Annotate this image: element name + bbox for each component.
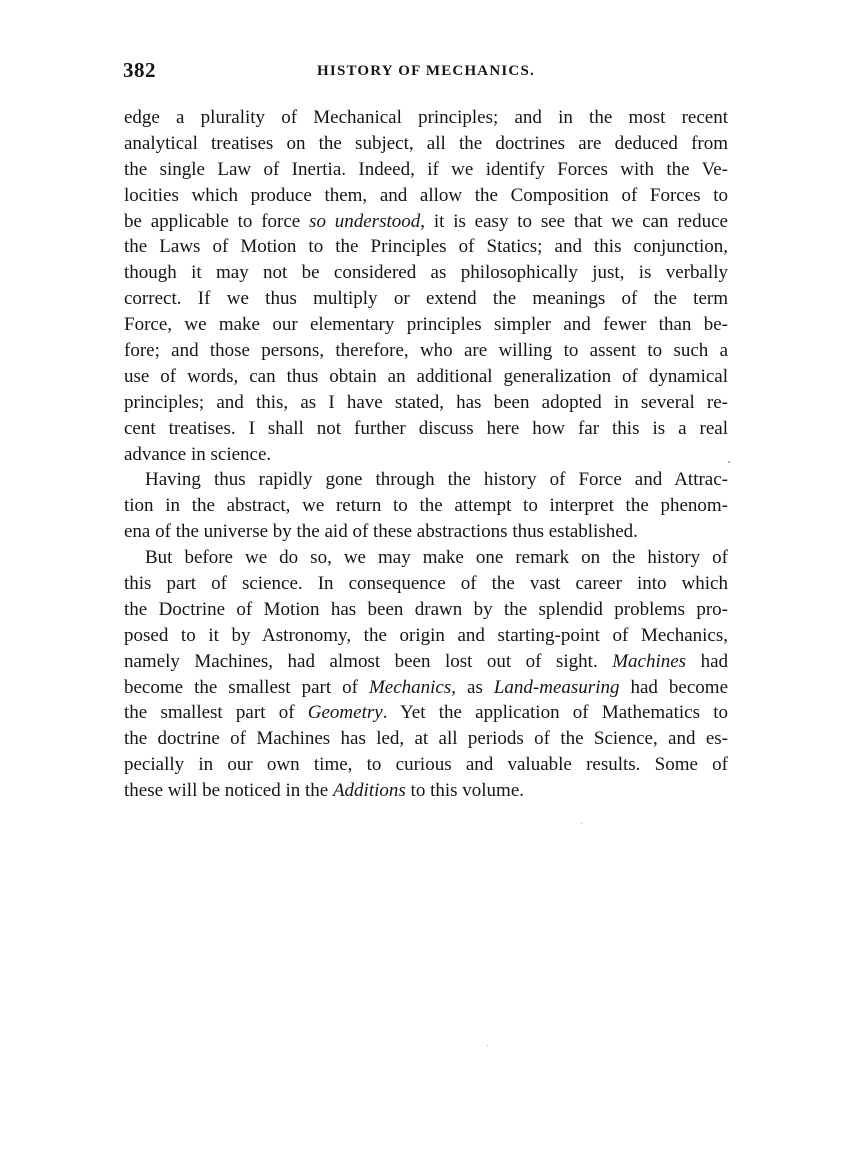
text-line: [124, 700, 728, 726]
text-run: But before we do so, we may make one remark on the history of: [145, 547, 728, 569]
text-line: [124, 545, 728, 571]
paragraph: [124, 105, 728, 467]
text-run: posed to it by Astronomy, the origin and starting-point of Mechanics,: [124, 624, 728, 646]
text-line: [124, 234, 728, 260]
text-line: [124, 364, 728, 390]
text-run: . Yet the application of Mathematics to: [382, 702, 728, 724]
text-run: become the smallest part of: [124, 676, 369, 698]
text-line: [124, 467, 728, 493]
text-run: the Laws of Motion to the Principles of Statics; and this conjunction,: [124, 236, 728, 258]
text-run: pecially in our own time, to curious and valuable results. Some of: [124, 754, 728, 776]
paragraph: [124, 545, 728, 804]
text-line: [124, 752, 728, 778]
text-line: [124, 571, 728, 597]
text-line: [124, 442, 728, 468]
text-line: [124, 493, 728, 519]
text-line: [124, 416, 728, 442]
text-run: tion in the abstract, we return to the attempt to interpret the phenom-: [124, 495, 728, 517]
text-run: fore; and those persons, therefore, who are willing to assent to such a: [124, 340, 728, 362]
text-run: ena of the universe by the aid of these abstractions thus established.: [124, 521, 638, 543]
page-header: [123, 56, 729, 86]
text-run: edge a plurality of Mechanical principles; and in the most recent: [124, 107, 728, 128]
text-run: had become: [619, 676, 729, 698]
text-line: [124, 649, 728, 675]
text-run: principles; and this, as I have stated, has been adopted in several re-: [124, 391, 728, 413]
text-line: [124, 209, 728, 235]
text-line: [124, 183, 728, 209]
text-run: , as: [451, 676, 494, 698]
paragraph: [124, 467, 728, 545]
text-run: these will be noticed in the: [124, 780, 333, 802]
text-run: , it is easy to see that we can reduce: [420, 210, 728, 232]
print-speck: [728, 461, 730, 463]
text-line: [124, 312, 728, 338]
text-line: [124, 623, 728, 649]
text-line: [124, 675, 728, 701]
text-line: [124, 726, 728, 752]
print-speck: [581, 823, 582, 824]
text-run: had: [686, 650, 729, 672]
text-line: [124, 390, 728, 416]
text-line: [124, 778, 728, 804]
running-head: HISTORY OF MECHANICS.: [317, 63, 535, 79]
text-line: [124, 105, 728, 131]
italic-phrase: so understood: [309, 210, 421, 232]
text-run: the single Law of Inertia. Indeed, if we identify Forces with the Ve-: [124, 158, 728, 180]
text-line: [124, 338, 728, 364]
text-run: correct. If we thus multiply or extend the meanings of the term: [124, 288, 728, 310]
text-run: the smallest part of: [124, 702, 308, 724]
text-run: namely Machines, had almost been lost out of sight.: [124, 650, 613, 672]
text-run: analytical treatises on the subject, all the doctrines are deduced from: [124, 132, 728, 154]
text-run: use of words, can thus obtain an additional generalization of dynamical: [124, 365, 728, 387]
text-run: the Doctrine of Motion has been drawn by the splendid problems pro-: [124, 598, 728, 620]
italic-phrase: Geometry: [307, 702, 383, 724]
text-run: Having thus rapidly gone through the history of Force and Attrac-: [145, 469, 728, 491]
italic-phrase: Additions: [332, 780, 406, 802]
text-line: [124, 519, 728, 545]
text-line: [124, 131, 728, 157]
text-line: [124, 597, 728, 623]
text-run: Force, we make our elementary principles simpler and fewer than be-: [124, 314, 728, 336]
text-run: this part of science. In consequence of the vast career into which: [124, 573, 728, 595]
text-line: [124, 157, 728, 183]
page-number: 382: [123, 58, 156, 82]
print-speck: [487, 1045, 488, 1046]
text-run: the doctrine of Machines has led, at all periods of the Science, and es-: [124, 728, 728, 750]
text-run: cent treatises. I shall not further discuss here how far this is a real: [124, 417, 728, 439]
text-line: [124, 286, 728, 312]
italic-phrase: Machines: [612, 650, 687, 672]
body-text: [124, 105, 728, 804]
text-run: locities which produce them, and allow the Composition of Forces to: [124, 184, 728, 206]
text-line: [124, 260, 728, 286]
text-run: to this volume.: [405, 780, 525, 802]
italic-phrase: Mechanics: [368, 676, 452, 698]
text-run: be applicable to force: [124, 210, 310, 232]
italic-phrase: Land-measuring: [493, 676, 620, 698]
text-run: advance in science.: [124, 443, 272, 465]
text-run: though it may not be considered as philosophically just, is verbally: [124, 262, 728, 284]
